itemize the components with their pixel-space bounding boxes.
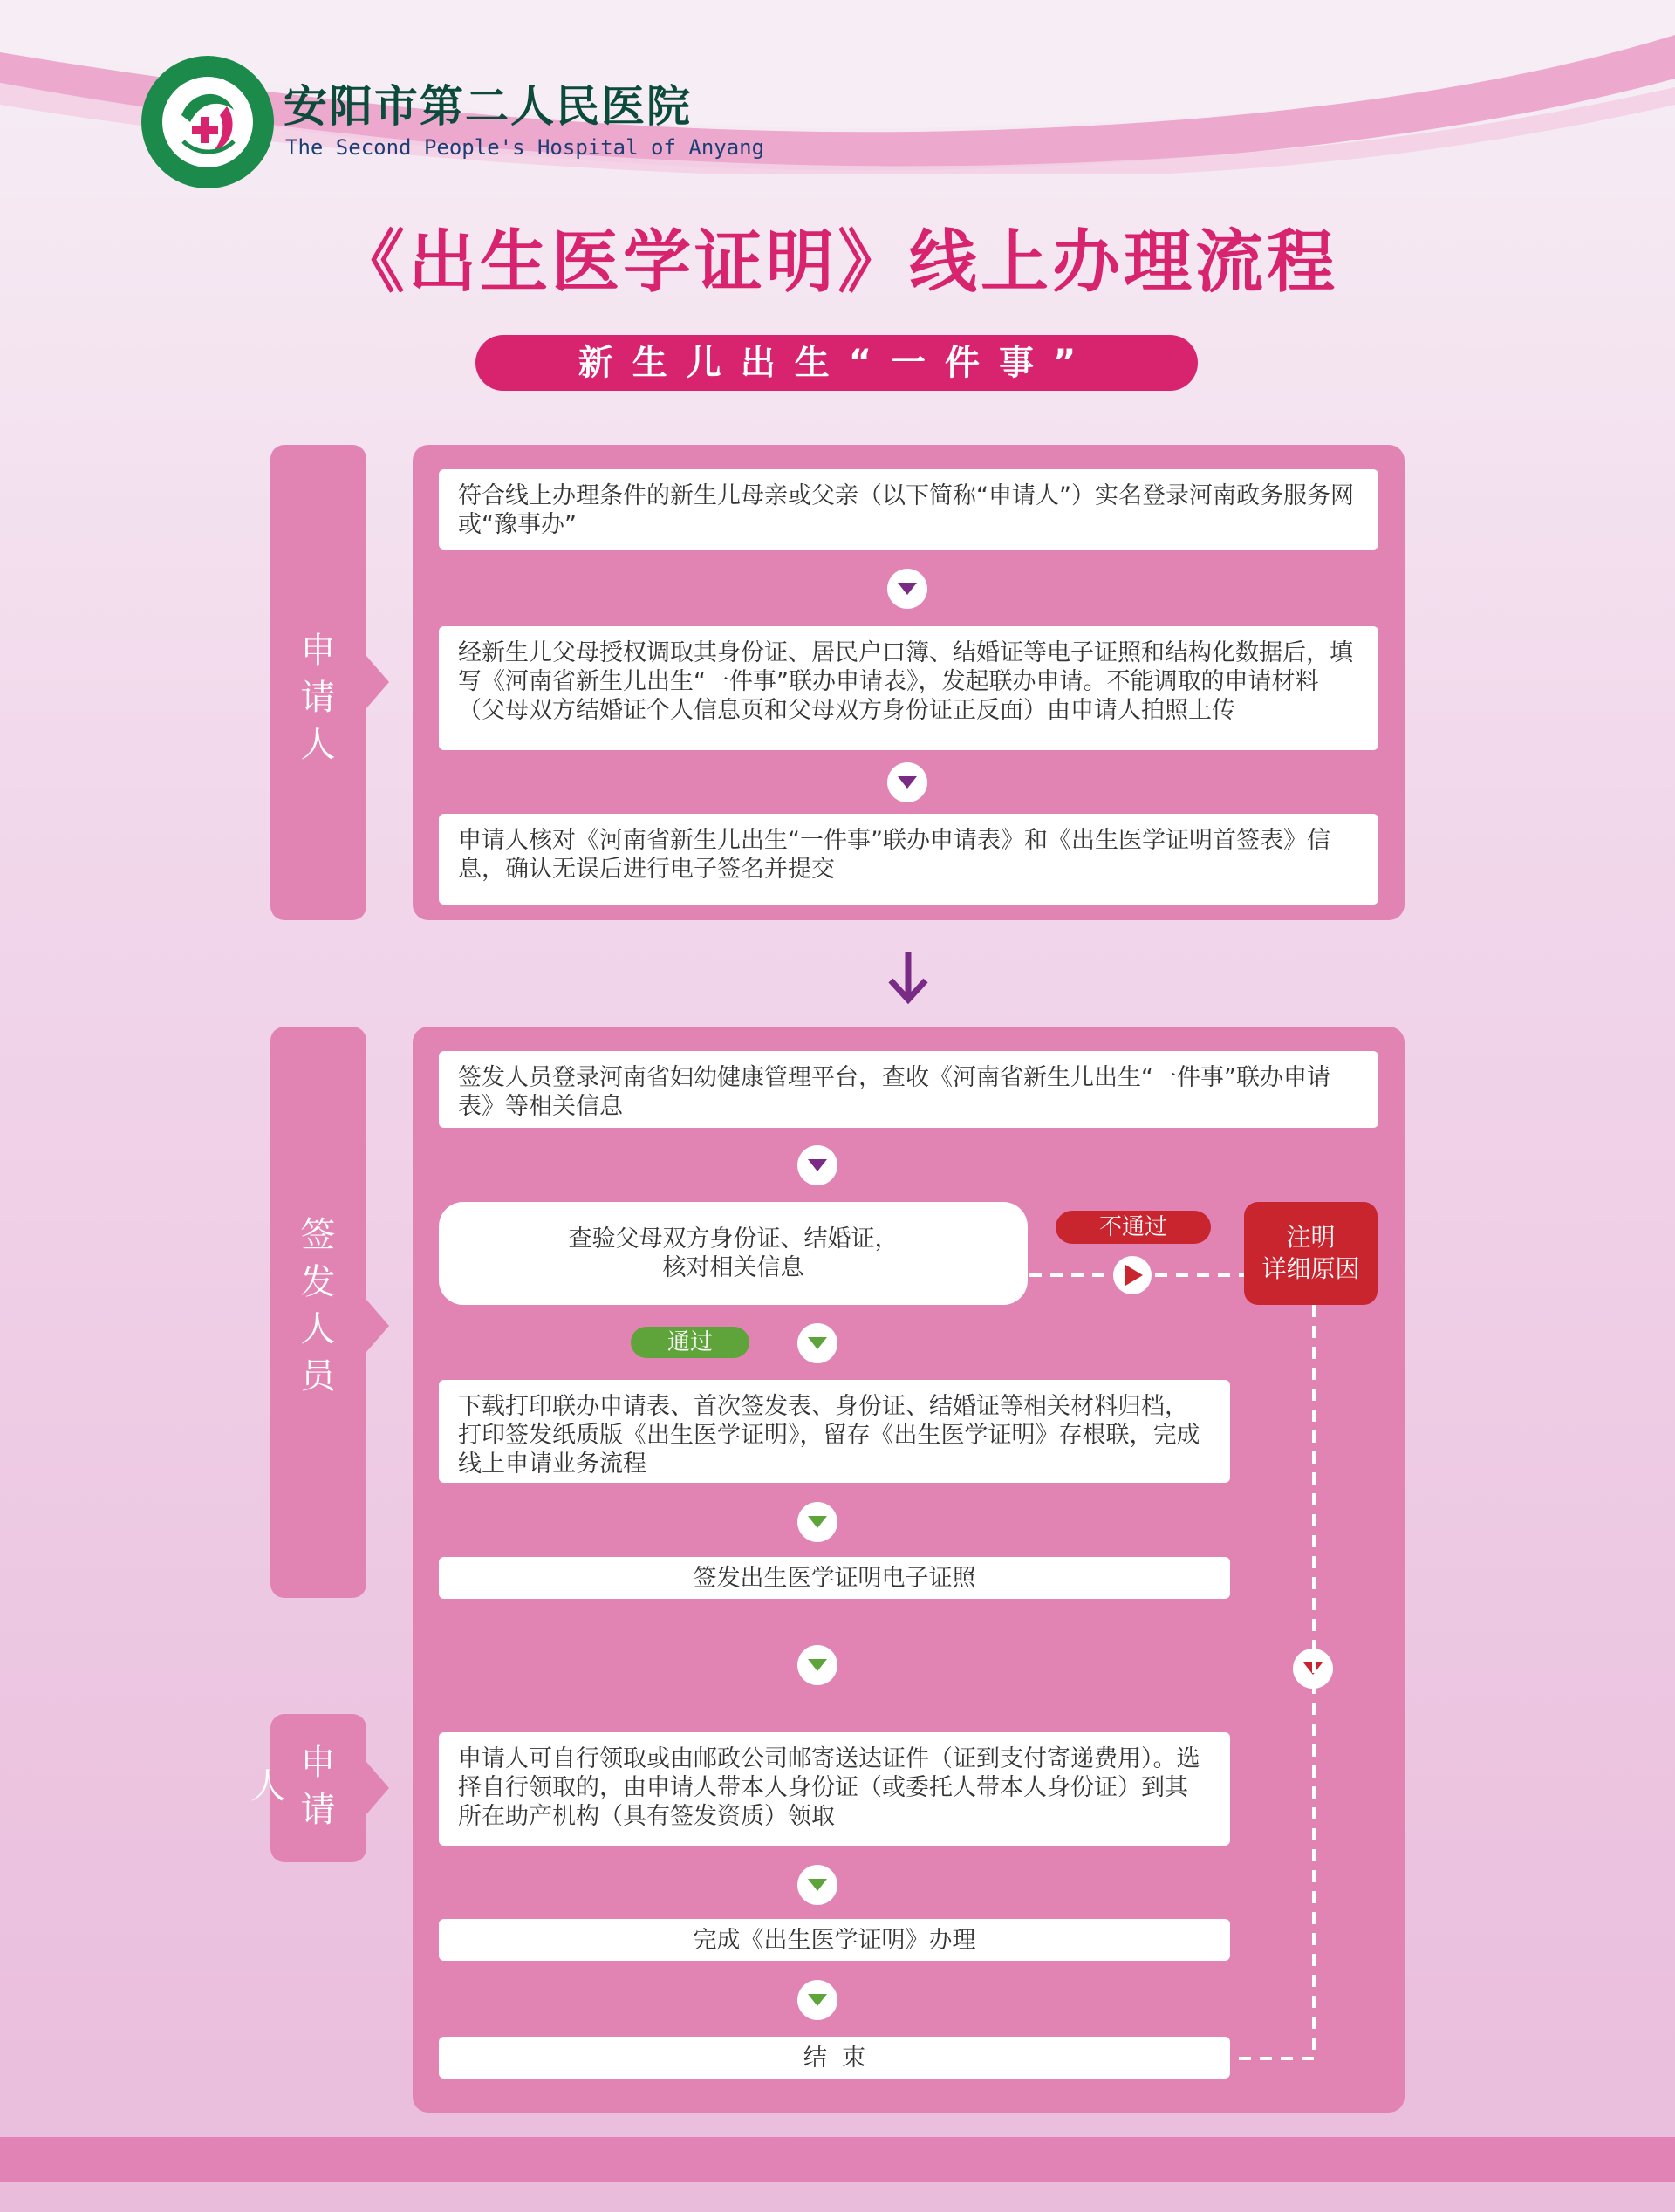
chevron-down-icon	[797, 1645, 838, 1685]
pass-label: 通过	[631, 1327, 749, 1358]
role-notch	[366, 1300, 389, 1352]
chevron-down-icon	[797, 1323, 838, 1363]
step-complete: 完成《出生医学证明》办理	[439, 1919, 1230, 1961]
step-collect-certificate: 申请人可自行领取或由邮政公司邮寄送达证件（证到支付寄递费用）。选择自行领取的，由申请人带本人身份证（或委托人带本人身份证）到其所在助产机构（具有签发资质）领取	[439, 1732, 1230, 1846]
footer-band	[0, 2137, 1675, 2182]
step-end: 结 束	[439, 2037, 1230, 2079]
hospital-name-en: The Second People's Hospital of Anyang	[285, 135, 765, 160]
chevron-down-icon	[797, 1865, 838, 1905]
role-notch	[366, 1762, 389, 1814]
fail-label: 不通过	[1056, 1211, 1211, 1244]
step-archive-print: 下载打印联办申请表、首次签发表、身份证、结婚证等相关材料归档，打印签发纸质版《出生医学证明》，留存《出生医学证明》存根联，完成线上申请业务流程	[439, 1380, 1230, 1483]
step-fill-application: 经新生儿父母授权调取其身份证、居民户口簿、结婚证等电子证照和结构化数据后，填写《河南省新生儿出生“一件事”联办申请表》，发起联办申请。不能调取的申请材料（父母双方结婚证个人信息页和父母双方身份证正反面）由申请人拍照上传	[439, 626, 1378, 750]
chevron-down-icon	[797, 1980, 838, 2020]
chevron-down-icon	[887, 569, 927, 609]
step-verify-documents: 查验父母双方身份证、结婚证， 核对相关信息	[439, 1202, 1028, 1305]
step-note-reason: 注明 详细原因	[1244, 1202, 1378, 1305]
page-title: 《出生医学证明》线上办理流程	[336, 223, 1338, 302]
role-label-issuer: 签发人员	[270, 1027, 366, 1598]
role-label-applicant: 申请人	[270, 445, 366, 920]
chevron-down-icon	[887, 762, 927, 802]
hospital-name-cn: 安阳市第二人民医院	[284, 81, 692, 132]
chevron-down-icon	[797, 1502, 838, 1542]
step-sign-submit: 申请人核对《河南省新生儿出生“一件事”联办申请表》和《出生医学证明首签表》信息，确认无误后进行电子签名并提交	[439, 814, 1378, 905]
hospital-logo	[140, 54, 276, 190]
role-label-applicant-2: 申请人	[270, 1714, 366, 1862]
subtitle-banner: 新生儿出生“一件事”	[475, 335, 1198, 391]
step-issue-e-certificate: 签发出生医学证明电子证照	[439, 1557, 1230, 1599]
step-issuer-login: 签发人员登录河南省妇幼健康管理平台，查收《河南省新生儿出生“一件事”联办申请表》等相关信息	[439, 1051, 1378, 1128]
role-notch	[366, 656, 389, 708]
step-login: 符合线上办理条件的新生儿母亲或父亲（以下简称“申请人”）实名登录河南政务服务网或“豫事办”	[439, 469, 1378, 550]
chevron-down-icon	[797, 1145, 838, 1185]
arrow-down-icon	[885, 951, 931, 1005]
chevron-down-icon	[1293, 1649, 1333, 1689]
